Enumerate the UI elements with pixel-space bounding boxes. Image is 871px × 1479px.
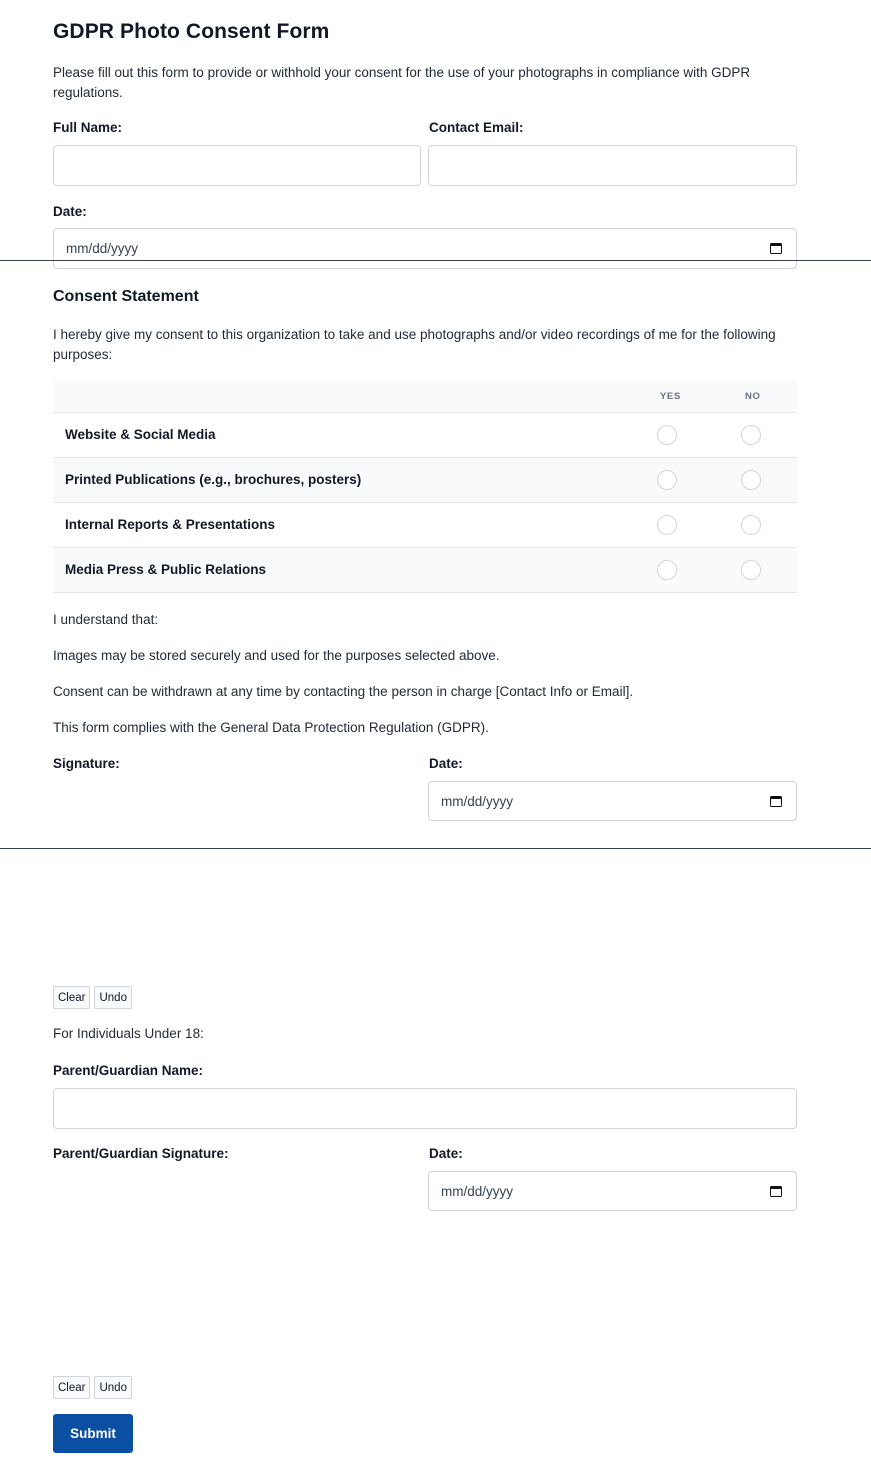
undo-signature-button[interactable]: Undo: [94, 986, 132, 1009]
clear-signature-button[interactable]: Clear: [53, 986, 90, 1009]
consent-heading: Consent Statement: [53, 288, 199, 305]
date-placeholder: mm/dd/yyyy: [441, 1183, 514, 1199]
calendar-icon[interactable]: [770, 796, 782, 807]
table-row: [53, 458, 797, 503]
consent-statement: I hereby give my consent to this organization to take and use photographs and/or video recordings of me for the following purposes:: [53, 327, 776, 362]
full-name-input[interactable]: [53, 145, 421, 186]
table-row: [53, 548, 797, 593]
signature-pad-controls: [53, 986, 132, 1009]
page-title: GDPR Photo Consent Form: [53, 20, 330, 43]
undo-guardian-signature-button[interactable]: Undo: [94, 1376, 132, 1399]
calendar-icon[interactable]: [770, 243, 782, 254]
no-radio[interactable]: [741, 560, 761, 580]
guardian-signature-pad-controls: [53, 1376, 132, 1399]
consent-table: [53, 379, 797, 593]
table-row: [53, 413, 797, 458]
guardian-name-label: Parent/Guardian Name:: [53, 1063, 204, 1078]
contact-email-input[interactable]: [428, 145, 797, 186]
yes-radio[interactable]: [657, 515, 677, 535]
understand-point: Images may be stored securely and used for the purposes selected above.: [53, 648, 500, 663]
guardian-date-label: Date:: [429, 1146, 463, 1161]
guardian-signature-label: Parent/Guardian Signature:: [53, 1146, 229, 1161]
date-input[interactable]: [53, 228, 797, 269]
no-radio[interactable]: [741, 515, 761, 535]
submit-button[interactable]: Submit: [53, 1414, 133, 1453]
signature-date-input[interactable]: [428, 781, 797, 821]
calendar-icon[interactable]: [770, 1186, 782, 1197]
signature-date-label: Date:: [429, 756, 463, 771]
signature-pad-border-top: [0, 260, 871, 261]
minor-heading: For Individuals Under 18:: [53, 1026, 204, 1041]
yes-radio[interactable]: [657, 560, 677, 580]
clear-guardian-signature-button[interactable]: Clear: [53, 1376, 90, 1399]
date-placeholder: mm/dd/yyyy: [441, 793, 514, 809]
yes-radio[interactable]: [657, 425, 677, 445]
yes-column-header: YES: [660, 391, 681, 402]
purpose-label: Website & Social Media: [65, 427, 216, 442]
table-row: [53, 503, 797, 548]
guardian-name-input[interactable]: [53, 1088, 797, 1129]
full-name-label: Full Name:: [53, 120, 123, 135]
purpose-label: Internal Reports & Presentations: [65, 517, 276, 532]
date-label: Date:: [53, 204, 87, 219]
intro-text: Please fill out this form to provide or withhold your consent for the use of your photographs in compliance with GDPR regulations.: [53, 65, 751, 100]
no-radio[interactable]: [741, 425, 761, 445]
no-radio[interactable]: [741, 470, 761, 490]
consent-table-header: [53, 379, 797, 413]
purpose-label: Media Press & Public Relations: [65, 562, 267, 577]
no-column-header: NO: [745, 391, 761, 402]
understand-text: I understand that:: [53, 612, 159, 627]
yes-radio[interactable]: [657, 470, 677, 490]
date-placeholder: mm/dd/yyyy: [66, 241, 139, 256]
purpose-label: Printed Publications (e.g., brochures, posters): [65, 472, 362, 487]
signature-pad[interactable]: [0, 848, 871, 849]
understand-point: This form complies with the General Data Protection Regulation (GDPR).: [53, 720, 489, 735]
guardian-date-input[interactable]: [428, 1171, 797, 1211]
contact-email-label: Contact Email:: [429, 120, 524, 135]
understand-point: Consent can be withdrawn at any time by contacting the person in charge [Contact Info or Email].: [53, 684, 634, 699]
signature-label: Signature:: [53, 756, 120, 771]
